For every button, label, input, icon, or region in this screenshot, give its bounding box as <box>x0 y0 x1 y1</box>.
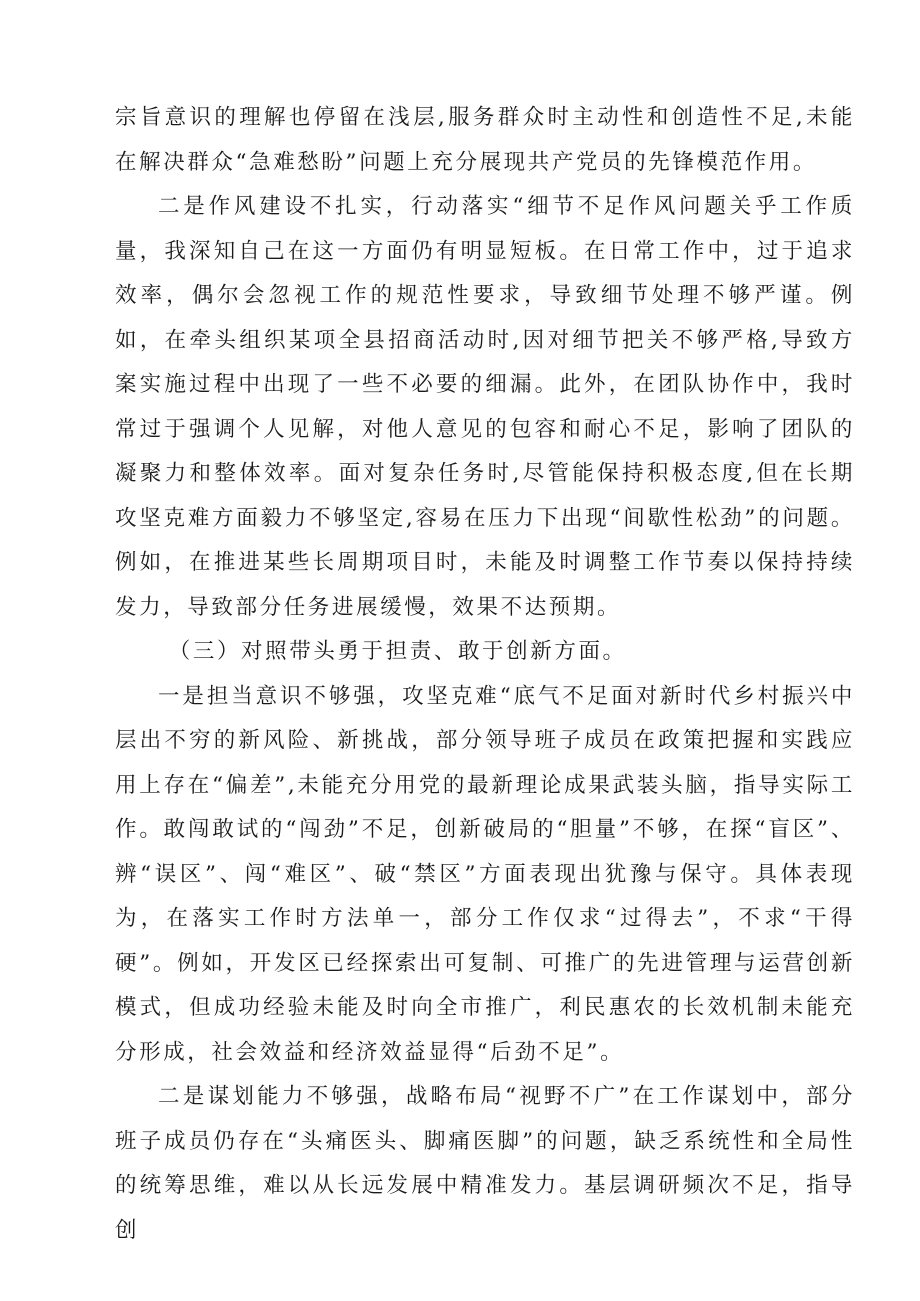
paragraph-planning: 二是谋划能力不够强，战略布局“视野不广”在工作谋划中，部分班子成员仍存在“头痛医头、脚痛医脚”的问题，缺乏系统性和全局性的统筹思维，难以从长远发展中精准发力。基层调研频次不足，指导创 <box>115 1084 855 1243</box>
paragraph-continuation: 宗旨意识的理解也停留在浅层,服务群众时主动性和创造性不足,未能在解决群众“急难愁盼”问题上充分展现共产党员的先锋模范作用。 <box>115 105 855 175</box>
paragraph-responsibility: 一是担当意识不够强，攻坚克难“底气不足面对新时代乡村振兴中层出不穷的新风险、新挑战，部分领导班子成员在政策把握和实践应用上存在“偏差”,未能充分用党的最新理论成果武装头脑，指导实际工作。敢闯敢试的“闯劲”不足，创新破局的“胆量”不够，在探“盲区”、辨“误区”、闯“难区”、破“禁区”方面表现出犹豫与保守。具体表现为，在落实工作时方法单一，部分工作仅求“过得去”，不求“干得硬”。例如，开发区已经探索出可复制、可推广的先进管理与运营创新模式，但成功经验未能及时向全市推广，利民惠农的长效机制未能充分形成，社会效益和经济效益显得“后劲不足”。 <box>115 683 855 1065</box>
document-body <box>115 96 855 1253</box>
paragraph-work-style: 二是作风建设不扎实，行动落实“细节不足作风问题关乎工作质量，我深知自己在这一方面仍有明显短板。在日常工作中，过于追求效率，偶尔会忽视工作的规范性要求，导致细节处理不够严谨。例如，在牵头组织某项全县招商活动时,因对细节把关不够严格,导致方案实施过程中出现了一些不必要的细漏。此外，在团队协作中，我时常过于强调个人见解，对他人意见的包容和耐心不足，影响了团队的凝聚力和整体效率。面对复杂任务时,尽管能保持积极态度,但在长期攻坚克难方面毅力不够坚定,容易在压力下出现“间歇性松劲”的问题。例如，在推进某些长周期项目时，未能及时调整工作节奏以保持持续发力，导致部分任务进展缓慢，效果不达预期。 <box>115 194 855 620</box>
section-heading: （三）对照带头勇于担责、敢于创新方面。 <box>168 639 627 664</box>
